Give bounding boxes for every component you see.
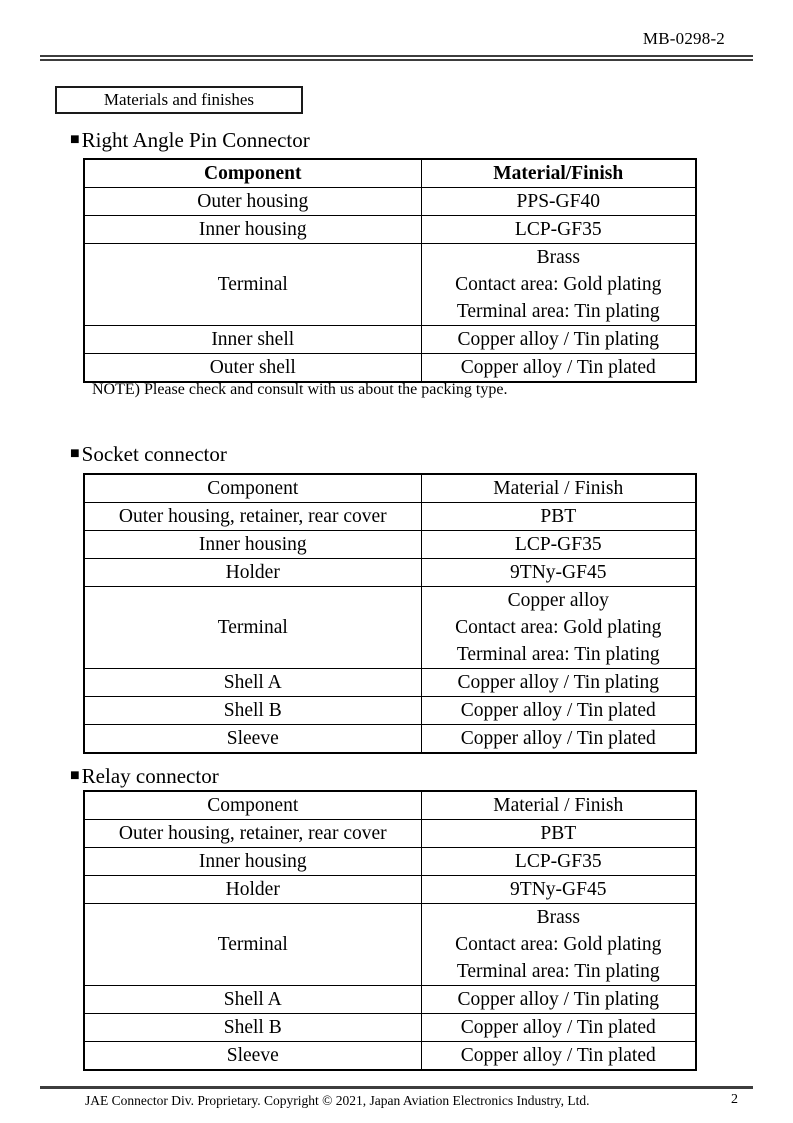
cell-component: Shell B (84, 697, 421, 725)
column-header-component: Component (84, 474, 421, 503)
relay-connector-table (83, 790, 697, 1071)
section-heading-relay-connector (70, 764, 219, 788)
cell-component: Outer housing, retainer, rear cover (84, 820, 421, 848)
table-row (84, 216, 696, 244)
section-bullet-icon: ■ (70, 445, 80, 462)
cell-component: Terminal (84, 904, 421, 986)
table-row (84, 1014, 696, 1042)
cell-component: Sleeve (84, 1042, 421, 1071)
cell-component: Holder (84, 876, 421, 904)
table-row (84, 697, 696, 725)
column-header-component: Component (84, 791, 421, 820)
title-box-label: Materials and finishes (103, 90, 255, 109)
cell-component: Inner shell (84, 326, 421, 354)
packing-note: NOTE) Please check and consult with us about the packing type. (92, 381, 508, 398)
column-header-material: Material / Finish (421, 791, 696, 820)
table-row (84, 559, 696, 587)
section-heading-label: Socket connector (81, 442, 227, 466)
cell-component: Shell A (84, 669, 421, 697)
section-heading-right-angle-pin-connector (70, 128, 310, 152)
cell-material: Copper alloy / Tin plated (421, 697, 696, 725)
table-row (84, 725, 696, 754)
right-angle-pin-connector-table (83, 158, 697, 383)
table-row (84, 531, 696, 559)
table-row (84, 669, 696, 697)
table-row (84, 326, 696, 354)
cell-component: Sleeve (84, 725, 421, 754)
table-row (84, 848, 696, 876)
table-row (84, 820, 696, 848)
page-number: 2 (731, 1092, 738, 1107)
cell-material: PBT (421, 503, 696, 531)
cell-material: Copper alloy / Tin plating (421, 326, 696, 354)
cell-material: PBT (421, 820, 696, 848)
cell-component: Outer housing (84, 188, 421, 216)
column-header-material: Material / Finish (421, 474, 696, 503)
section-heading-label: Right Angle Pin Connector (81, 128, 310, 152)
title-box (55, 86, 303, 114)
table-header-row (84, 474, 696, 503)
footer-copyright: JAE Connector Div. Proprietary. Copyright © 2021, Japan Aviation Electronics Industry, Ltd. (85, 1093, 590, 1108)
cell-material: Copper alloy / Tin plating (421, 986, 696, 1014)
section-bullet-icon: ■ (70, 131, 80, 148)
cell-component: Shell B (84, 1014, 421, 1042)
table-row (84, 188, 696, 216)
cell-material: PPS-GF40 (421, 188, 696, 216)
cell-component: Inner housing (84, 216, 421, 244)
cell-material: LCP-GF35 (421, 848, 696, 876)
cell-material: 9TNy-GF45 (421, 559, 696, 587)
cell-component: Shell A (84, 986, 421, 1014)
table-row (84, 986, 696, 1014)
cell-material: Copper alloy Contact area: Gold plating Terminal area: Tin plating (421, 587, 696, 669)
cell-material: Brass Contact area: Gold plating Terminal area: Tin plating (421, 244, 696, 326)
table-row (84, 587, 696, 669)
cell-material: LCP-GF35 (421, 531, 696, 559)
table-row (84, 503, 696, 531)
cell-material: Brass Contact area: Gold plating Terminal area: Tin plating (421, 904, 696, 986)
cell-material: 9TNy-GF45 (421, 876, 696, 904)
section-heading-label: Relay connector (81, 764, 219, 788)
cell-component: Holder (84, 559, 421, 587)
cell-component: Inner housing (84, 848, 421, 876)
column-header-material: Material/Finish (421, 159, 696, 188)
cell-material: Copper alloy / Tin plated (421, 354, 696, 383)
cell-component: Outer shell (84, 354, 421, 383)
socket-connector-table (83, 473, 697, 754)
section-bullet-icon: ■ (70, 767, 80, 784)
table-row (84, 244, 696, 326)
cell-material: Copper alloy / Tin plated (421, 725, 696, 754)
column-header-component: Component (84, 159, 421, 188)
header-double-rule (40, 55, 753, 61)
table-row (84, 876, 696, 904)
table-row (84, 1042, 696, 1071)
cell-component: Outer housing, retainer, rear cover (84, 503, 421, 531)
table-header-row (84, 791, 696, 820)
section-heading-socket-connector (70, 442, 227, 466)
table-header-row (84, 159, 696, 188)
cell-material: Copper alloy / Tin plated (421, 1042, 696, 1071)
table-row (84, 354, 696, 383)
cell-component: Inner housing (84, 531, 421, 559)
cell-component: Terminal (84, 587, 421, 669)
doc-number: MB-0298-2 (642, 29, 725, 48)
cell-material: Copper alloy / Tin plating (421, 669, 696, 697)
cell-component: Terminal (84, 244, 421, 326)
cell-material: LCP-GF35 (421, 216, 696, 244)
footer-rule (40, 1086, 753, 1089)
table-row (84, 904, 696, 986)
cell-material: Copper alloy / Tin plated (421, 1014, 696, 1042)
